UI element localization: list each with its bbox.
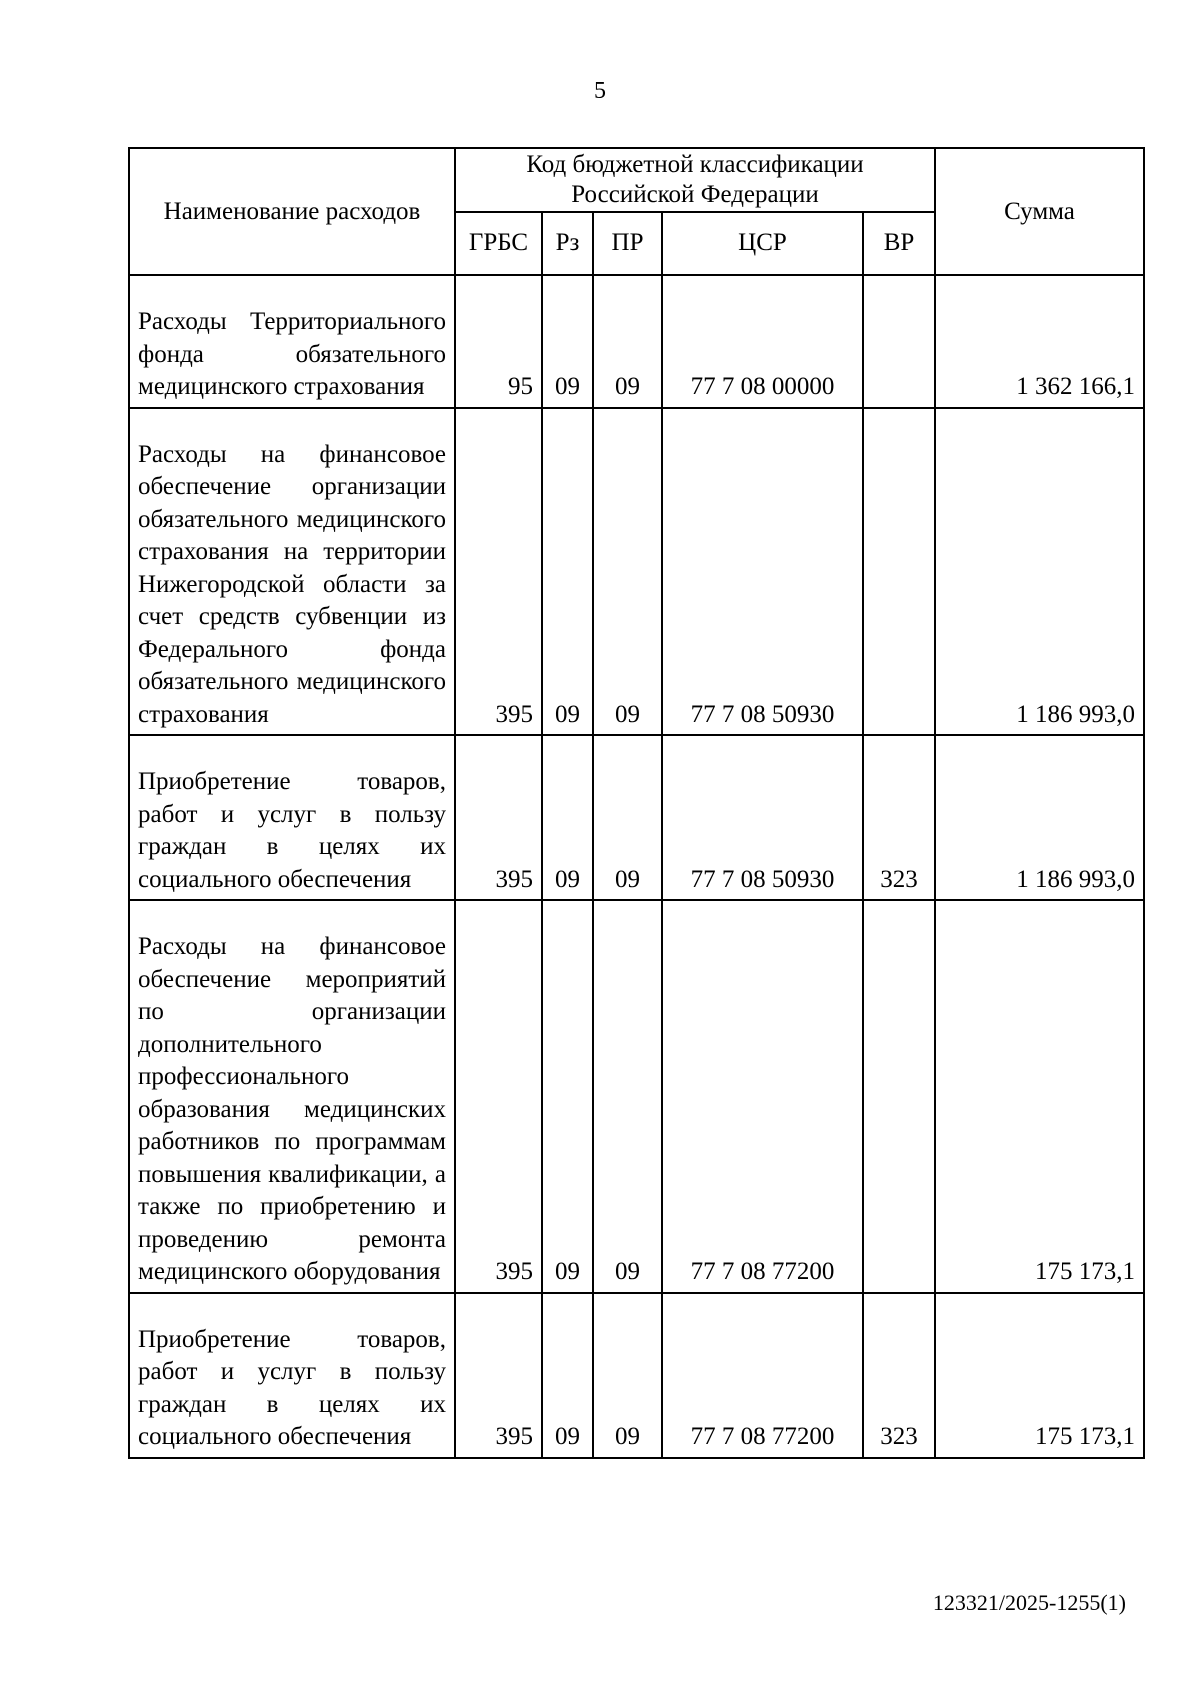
table-row	[129, 900, 1144, 1293]
cell-grbs: 395	[455, 408, 542, 736]
header-rz: Рз	[542, 212, 593, 275]
cell-csr: 77 7 08 77200	[662, 1293, 863, 1458]
page-number: 5	[594, 78, 606, 104]
cell-rz: 09	[542, 900, 593, 1293]
cell-pr: 09	[593, 275, 662, 408]
cell-sum: 1 186 993,0	[935, 408, 1144, 736]
header-code-group: Код бюджетной классификации Российской Федерации	[455, 148, 935, 212]
header-grbs: ГРБС	[455, 212, 542, 275]
cell-name: Расходы на финансовое обеспечение организации обязательного медицинского страхования на территории Нижегородской области за счет средств субвенции из Федерального фонда обязательного медицинского страхования	[129, 408, 455, 736]
cell-pr: 09	[593, 900, 662, 1293]
table-row	[129, 408, 1144, 736]
cell-csr: 77 7 08 50930	[662, 408, 863, 736]
cell-csr: 77 7 08 77200	[662, 900, 863, 1293]
cell-name: Приобретение товаров, работ и услуг в пользу граждан в целях их социального обеспечения	[129, 1293, 455, 1458]
cell-rz: 09	[542, 735, 593, 900]
cell-sum: 1 362 166,1	[935, 275, 1144, 408]
cell-csr: 77 7 08 00000	[662, 275, 863, 408]
cell-vr: 323	[863, 735, 935, 900]
cell-sum: 1 186 993,0	[935, 735, 1144, 900]
cell-grbs: 395	[455, 900, 542, 1293]
cell-pr: 09	[593, 1293, 662, 1458]
cell-rz: 09	[542, 408, 593, 736]
table-row	[129, 275, 1144, 408]
cell-pr: 09	[593, 408, 662, 736]
cell-pr: 09	[593, 735, 662, 900]
cell-rz: 09	[542, 1293, 593, 1458]
table-row	[129, 1293, 1144, 1458]
cell-csr: 77 7 08 50930	[662, 735, 863, 900]
cell-name: Расходы Территориального фонда обязательного медицинского страхования	[129, 275, 455, 408]
header-csr: ЦСР	[662, 212, 863, 275]
cell-sum: 175 173,1	[935, 900, 1144, 1293]
cell-name: Расходы на финансовое обеспечение мероприятий по организации дополнительного профессионального образования медицинских работников по программам повышения квалификации, а также по приобретению и проведению ремонта медицинского оборудования	[129, 900, 455, 1293]
cell-name: Приобретение товаров, работ и услуг в пользу граждан в целях их социального обеспечения	[129, 735, 455, 900]
cell-vr	[863, 275, 935, 408]
cell-vr	[863, 408, 935, 736]
cell-vr	[863, 900, 935, 1293]
budget-expenses-table	[128, 147, 1145, 1459]
cell-grbs: 395	[455, 735, 542, 900]
cell-grbs: 95	[455, 275, 542, 408]
header-vr: ВР	[863, 212, 935, 275]
cell-sum: 175 173,1	[935, 1293, 1144, 1458]
cell-vr: 323	[863, 1293, 935, 1458]
table-row	[129, 735, 1144, 900]
document-id: 123321/2025-1255(1)	[932, 1590, 1126, 1615]
cell-rz: 09	[542, 275, 593, 408]
header-pr: ПР	[593, 212, 662, 275]
header-sum: Сумма	[935, 148, 1144, 275]
cell-grbs: 395	[455, 1293, 542, 1458]
header-name: Наименование расходов	[129, 148, 455, 275]
